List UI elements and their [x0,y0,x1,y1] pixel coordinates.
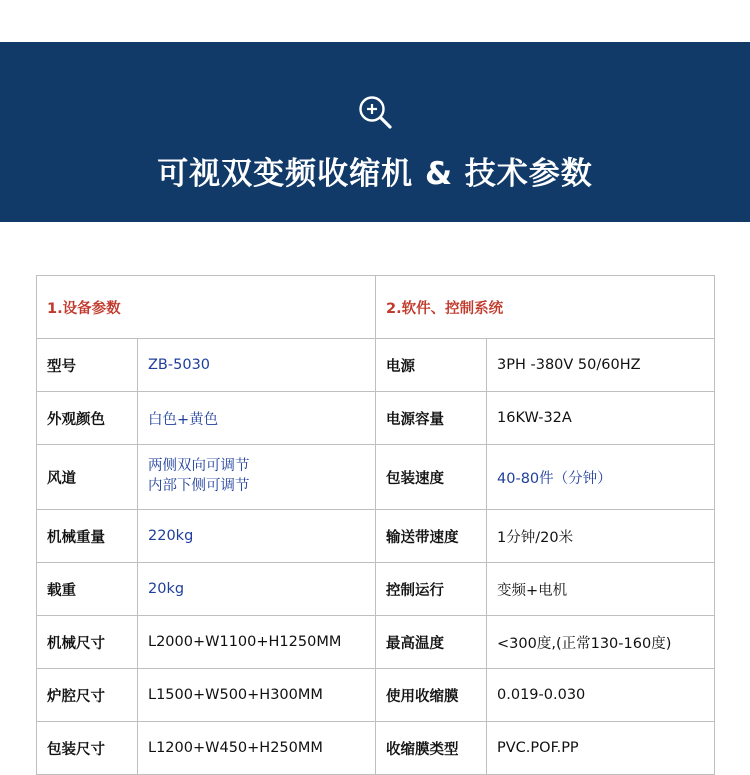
row-value-model: ZB-5030 [138,339,376,392]
row-label-power-supply: 电源 [376,339,487,392]
row-label-machine-size: 机械尺寸 [37,616,138,669]
table-row [37,339,715,392]
row-label-model: 型号 [37,339,138,392]
row-label-machine-weight: 机械重量 [37,510,138,563]
table-row [37,445,715,510]
row-value-power-supply: 3PH -380V 50/60HZ [487,339,715,392]
row-label-package-size: 包装尺寸 [37,722,138,775]
table-row [37,669,715,722]
table-row [37,563,715,616]
row-label-max-temperature: 最高温度 [376,616,487,669]
row-value-control-run: 变频+电机 [487,563,715,616]
row-value-max-temperature: <300度,(正常130-160度) [487,616,715,669]
row-value-air-duct [138,445,376,510]
row-value-packing-speed: 40-80件（分钟） [487,445,715,510]
table-row [37,722,715,775]
row-value-air-duct-line1: 两侧双向可调节 [148,458,250,475]
table-row [37,616,715,669]
row-value-machine-size: L2000+W1100+H1250MM [138,616,376,669]
row-value-film-type: PVC.POF.PP [487,722,715,775]
table-row [37,392,715,445]
spec-table-container [36,275,714,775]
header-banner [0,42,750,222]
row-value-air-duct-line2: 内部下侧可调节 [148,478,250,494]
spec-table [36,275,715,775]
row-value-power-capacity: 16KW-32A [487,392,715,445]
row-label-color: 外观颜色 [37,392,138,445]
row-value-color: 白色+黄色 [138,392,376,445]
row-value-package-size: L1200+W450+H250MM [138,722,376,775]
row-label-chamber-size: 炉腔尺寸 [37,669,138,722]
row-value-conveyor-speed: 1分钟/20米 [487,510,715,563]
section-header-software: 2.软件、控制系统 [376,276,715,339]
page-title: 可视双变频收缩机 & 技术参数 [157,156,593,192]
row-label-film-thickness: 使用收缩膜 [376,669,487,722]
row-label-film-type: 收缩膜类型 [376,722,487,775]
magnifier-plus-icon [354,92,396,134]
row-label-packing-speed: 包装速度 [376,445,487,510]
row-value-load: 20kg [138,563,376,616]
row-label-air-duct: 风道 [37,445,138,510]
row-label-conveyor-speed: 输送带速度 [376,510,487,563]
table-row [37,510,715,563]
row-label-control-run: 控制运行 [376,563,487,616]
row-value-chamber-size: L1500+W500+H300MM [138,669,376,722]
table-header-row [37,276,715,339]
row-value-film-thickness: 0.019-0.030 [487,669,715,722]
row-label-load: 载重 [37,563,138,616]
row-value-machine-weight: 220kg [138,510,376,563]
row-label-power-capacity: 电源容量 [376,392,487,445]
section-header-equipment: 1.设备参数 [37,276,376,339]
